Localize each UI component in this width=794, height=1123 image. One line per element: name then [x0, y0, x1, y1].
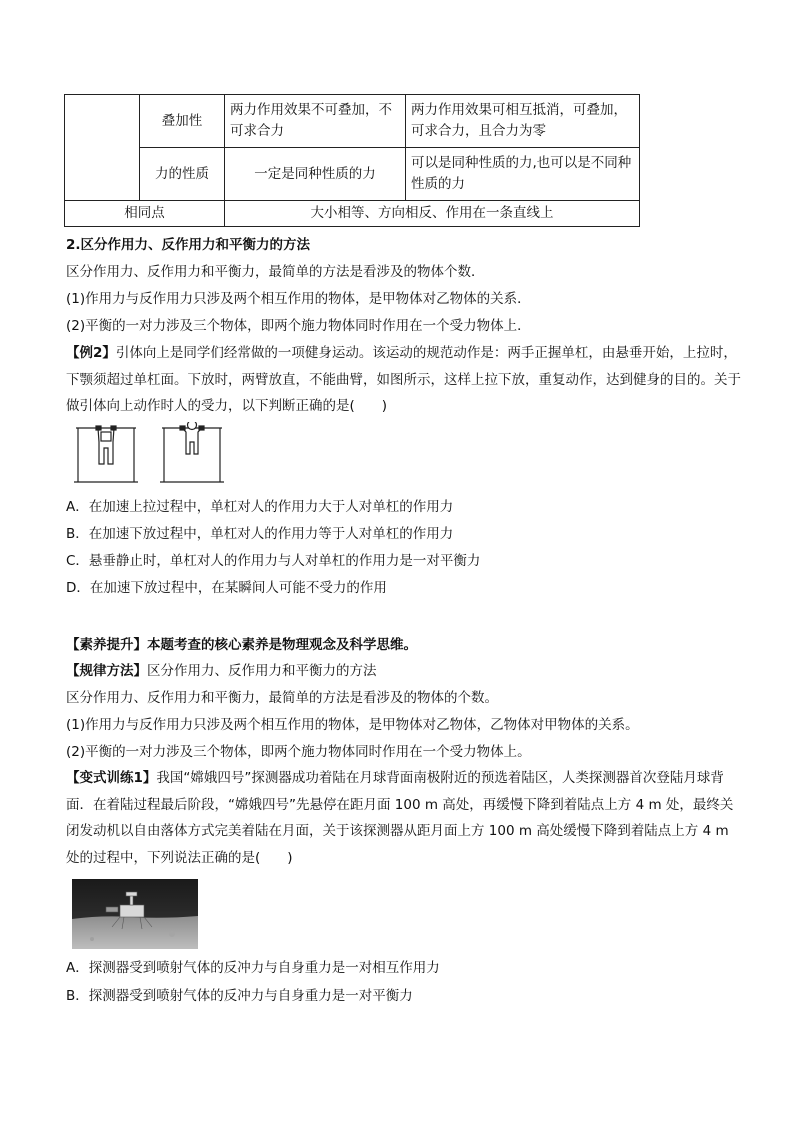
table-row: [65, 95, 640, 148]
literacy-note: [66, 635, 417, 655]
lunar-probe-photo: [72, 879, 198, 949]
table-row: [65, 201, 640, 227]
variant-text: 我国“嫦娥四号”探测器成功着陆在月球背面南极附近的预选着陆区，人类探测器首次登陆月球背面．在着陆过程最后阶段，“嫦娥四号”先悬停在距月面 100 m 高处，再缓慢下降到着陆点上方 4 m 处，最终关闭发动机以自由落体方式完美着陆在月面，关于该探测器从距月面上方 100 m 高处缓慢下降到着陆点上方 4 m 处的过程中，下列说法正确的是( ): [66, 770, 734, 866]
pull-up-frame-hanging: [74, 426, 138, 482]
table-row: [65, 148, 640, 201]
option-a: A．在加速上拉过程中，单杠对人的作用力大于人对单杠的作用力: [66, 499, 454, 515]
table-row-label: 叠加性: [140, 95, 225, 148]
variant-option-a: A．探测器受到喷射气体的反冲力与自身重力是一对相互作用力: [66, 960, 440, 976]
method-text: 区分作用力、反作用力和平衡力的方法: [147, 663, 377, 679]
paragraph: (2)平衡的一对力涉及三个物体，即两个施力物体同时作用在一个受力物体上．: [66, 318, 531, 334]
option-c: C．悬垂静止时，单杠对人的作用力与人对单杠的作用力是一对平衡力: [66, 553, 481, 569]
pull-up-frame-raised: [160, 422, 224, 482]
example-question: [66, 340, 742, 420]
option-d: D．在加速下放过程中，在某瞬间人可能不受力的作用: [66, 580, 387, 596]
example-tag: 【例2】: [66, 345, 116, 361]
section-heading: 2.区分作用力、反作用力和平衡力的方法: [66, 237, 311, 253]
variant-option-b: B．探测器受到喷射气体的反冲力与自身重力是一对平衡力: [66, 988, 413, 1004]
table-cell: 两力作用效果不可叠加，不可求合力: [225, 95, 406, 148]
paragraph: 区分作用力、反作用力和平衡力，最简单的方法是看涉及的物体个数．: [66, 264, 485, 280]
table-cell: 一定是同种性质的力: [225, 148, 406, 201]
variant-tag: 【变式训练1】: [66, 770, 157, 786]
example-text: 引体向上是同学们经常做的一项健身运动。该运动的规范动作是：两手正握单杠，由悬垂开始，上拉时，下颚须超过单杠面。下放时，两臂放直，不能曲臂，如图所示，这样上拉下放，重复动作，达到健身的目的。关于做引体向上动作时人的受力，以下判断正确的是( ): [66, 345, 741, 414]
table-row-label: 力的性质: [140, 148, 225, 201]
pull-up-figure: [74, 422, 226, 484]
option-b: B．在加速下放过程中，单杠对人的作用力等于人对单杠的作用力: [66, 526, 454, 542]
paragraph: (1)作用力与反作用力只涉及两个相互作用的物体，是甲物体对乙物体的关系．: [66, 291, 531, 307]
table-cell: 两力作用效果可相互抵消，可叠加，可求合力，且合力为零: [406, 95, 640, 148]
method-tag: 【规律方法】: [66, 663, 147, 679]
table-blank-cell: [65, 95, 140, 201]
lunar-probe-illustration: [72, 879, 198, 949]
paragraph: 区分作用力、反作用力和平衡力，最简单的方法是看涉及的物体的个数。: [66, 690, 498, 706]
variant-question: [66, 765, 742, 871]
paragraph: (2)平衡的一对力涉及三个物体，即两个施力物体同时作用在一个受力物体上。: [66, 744, 531, 760]
table-cell: 可以是同种性质的力,也可以是不同种性质的力: [406, 148, 640, 201]
comparison-table: [64, 94, 640, 227]
literacy-text: 本题考查的核心素养是物理观念及科学思维。: [147, 637, 417, 653]
table-row-label: 相同点: [65, 201, 225, 227]
paragraph: (1)作用力与反作用力只涉及两个相互作用的物体，是甲物体对乙物体，乙物体对甲物体的关系。: [66, 717, 639, 733]
literacy-tag: 【素养提升】: [66, 637, 147, 653]
method-heading: [66, 661, 377, 681]
table-cell: 大小相等、方向相反、作用在一条直线上: [225, 201, 640, 227]
